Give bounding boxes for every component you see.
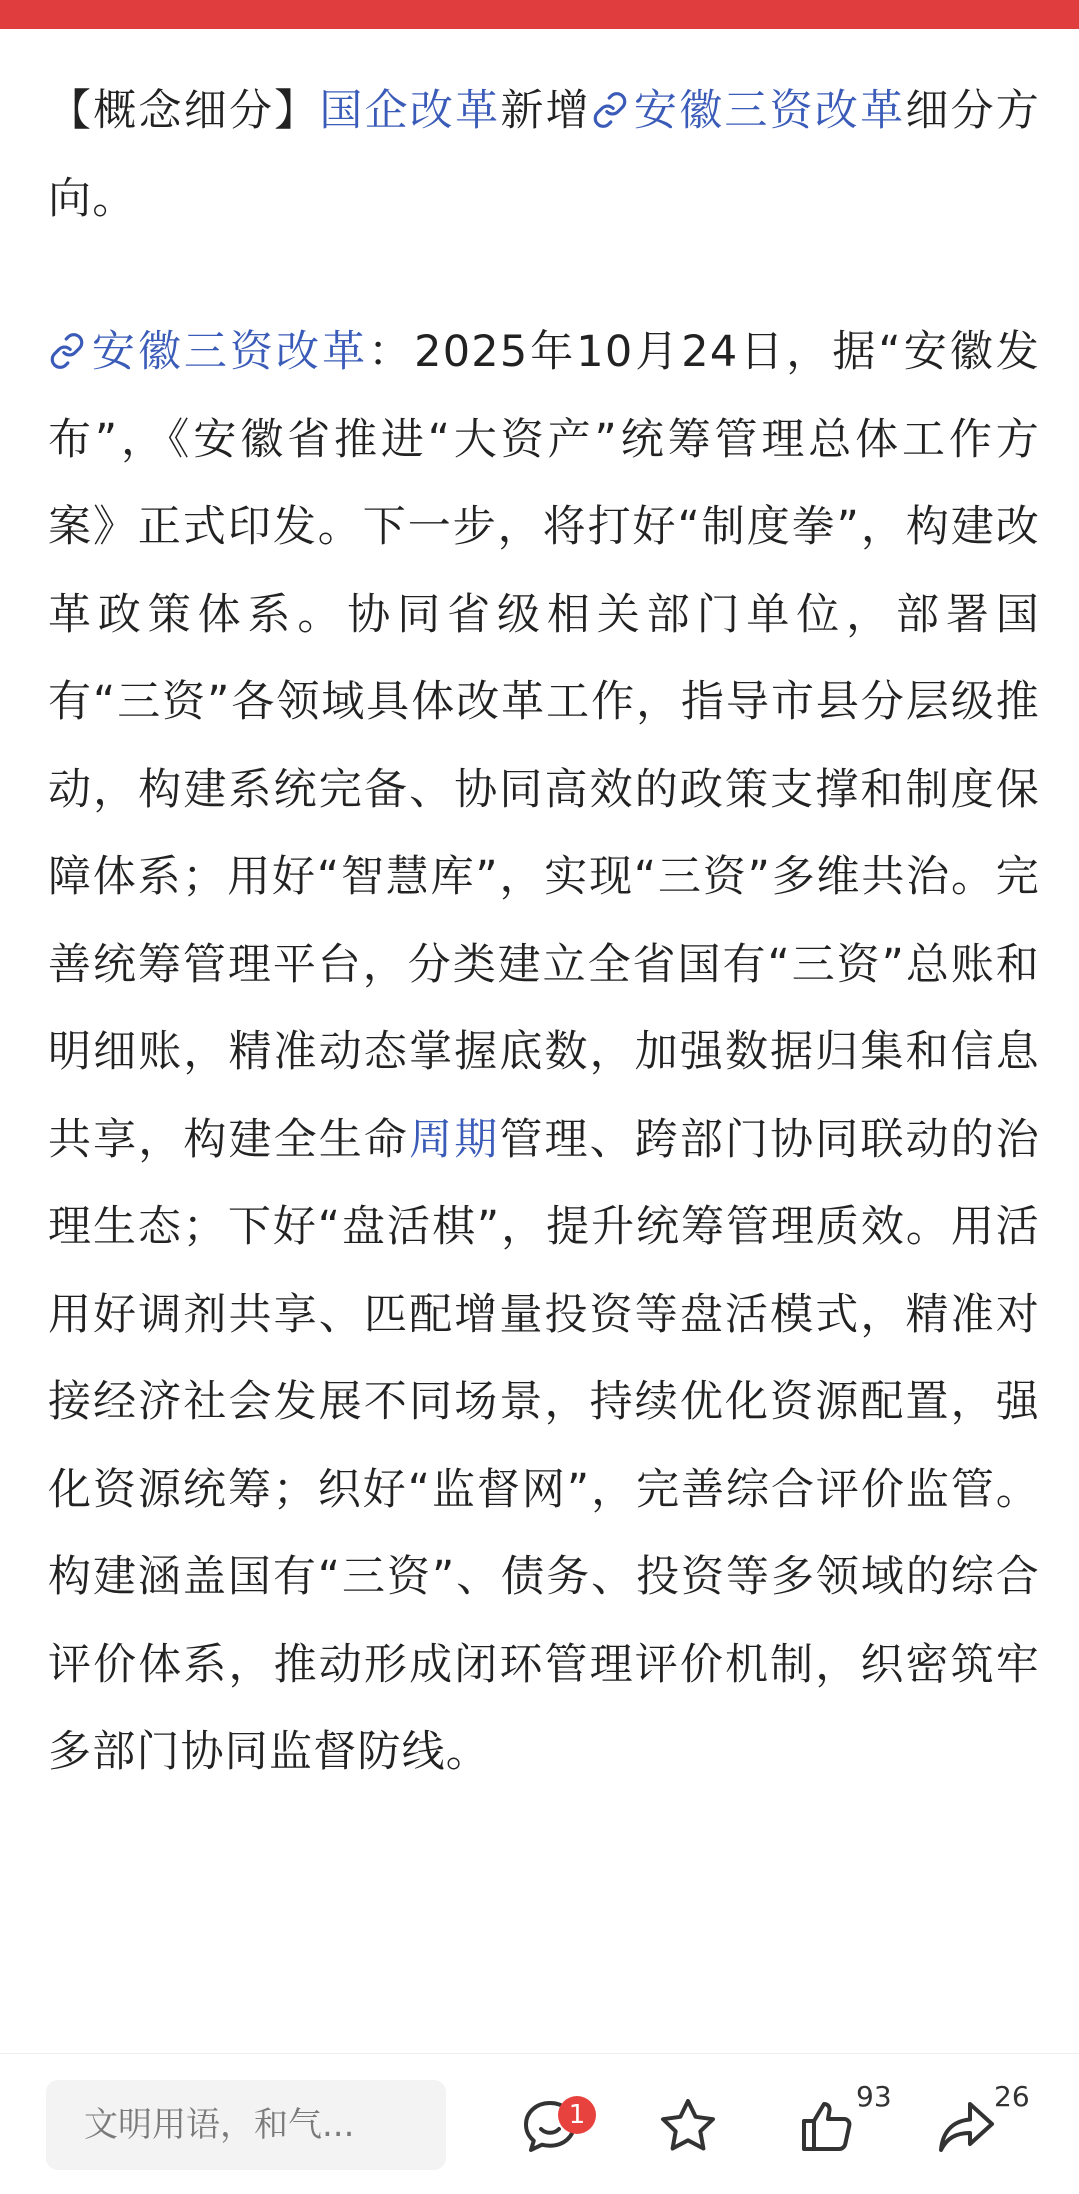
top-status-bar xyxy=(0,0,1079,29)
share-icon xyxy=(934,2094,998,2158)
detail-paragraph xyxy=(48,309,1040,1797)
comment-count-badge: 1 xyxy=(558,2096,596,2134)
anhui-sanzi-link[interactable] xyxy=(591,86,905,136)
share-button[interactable] xyxy=(934,2094,998,2158)
anhui-sanzi-link-text: 安徽三资改革 xyxy=(632,86,906,136)
link-icon xyxy=(48,332,86,370)
link-icon xyxy=(591,91,629,129)
favorite-button[interactable] xyxy=(656,2094,720,2158)
anhui-sanzi-link-2[interactable] xyxy=(48,327,368,377)
share-count: 26 xyxy=(994,2080,1030,2113)
concept-prefix: 【概念细分】 xyxy=(48,86,320,136)
star-icon xyxy=(656,2094,720,2158)
comment-input[interactable]: 文明用语，和气... xyxy=(46,2080,446,2170)
concept-paragraph xyxy=(48,68,1040,243)
concept-suffix: 细分方向。 xyxy=(48,86,1041,224)
thumbs-up-icon xyxy=(795,2094,859,2158)
like-button[interactable] xyxy=(795,2094,859,2158)
like-count: 93 xyxy=(856,2080,892,2113)
concept-middle: 新增 xyxy=(500,86,591,136)
anhui-sanzi-link-2-text: 安徽三资改革 xyxy=(90,327,369,377)
bottom-action-bar xyxy=(0,2054,1079,2194)
detail-text-part-2: 管理、跨部门协同联动的治理生态；下好“盘活棋”，提升统筹管理质效。用活用好调剂共享、匹配增量投资等盘活模式，精准对接经济社会发展不同场景，持续优化资源配置，强化资源统筹；织好“监督网”，完善综合评价监管。构建涵盖国有“三资”、债务、投资等多领域的综合评价体系，推动形成闭环管理评价机制，织密筑牢多部门协同监督防线。 xyxy=(48,1114,1040,1777)
guoqi-gaige-link[interactable]: 国企改革 xyxy=(319,86,501,136)
zhouqi-link[interactable]: 周期 xyxy=(409,1114,500,1165)
article-body xyxy=(48,68,1040,1797)
detail-text-part-1: ：2025年10月24日，据“安徽发布”，《安徽省推进“大资产”统筹管理总体工作方案》正式印发。下一步，将打好“制度拳”，构建改革政策体系。协同省级相关部门单位，部署国有“三资”各领域具体改革工作，指导市县分层级推动，构建系统完备、协同高效的政策支撑和制度保障体系；用好“智慧库”，实现“三资”多维共治。完善统筹管理平台，分类建立全省国有“三资”总账和明细账，精准动态掌握底数，加强数据归集和信息共享，构建全生命 xyxy=(48,327,1040,1165)
